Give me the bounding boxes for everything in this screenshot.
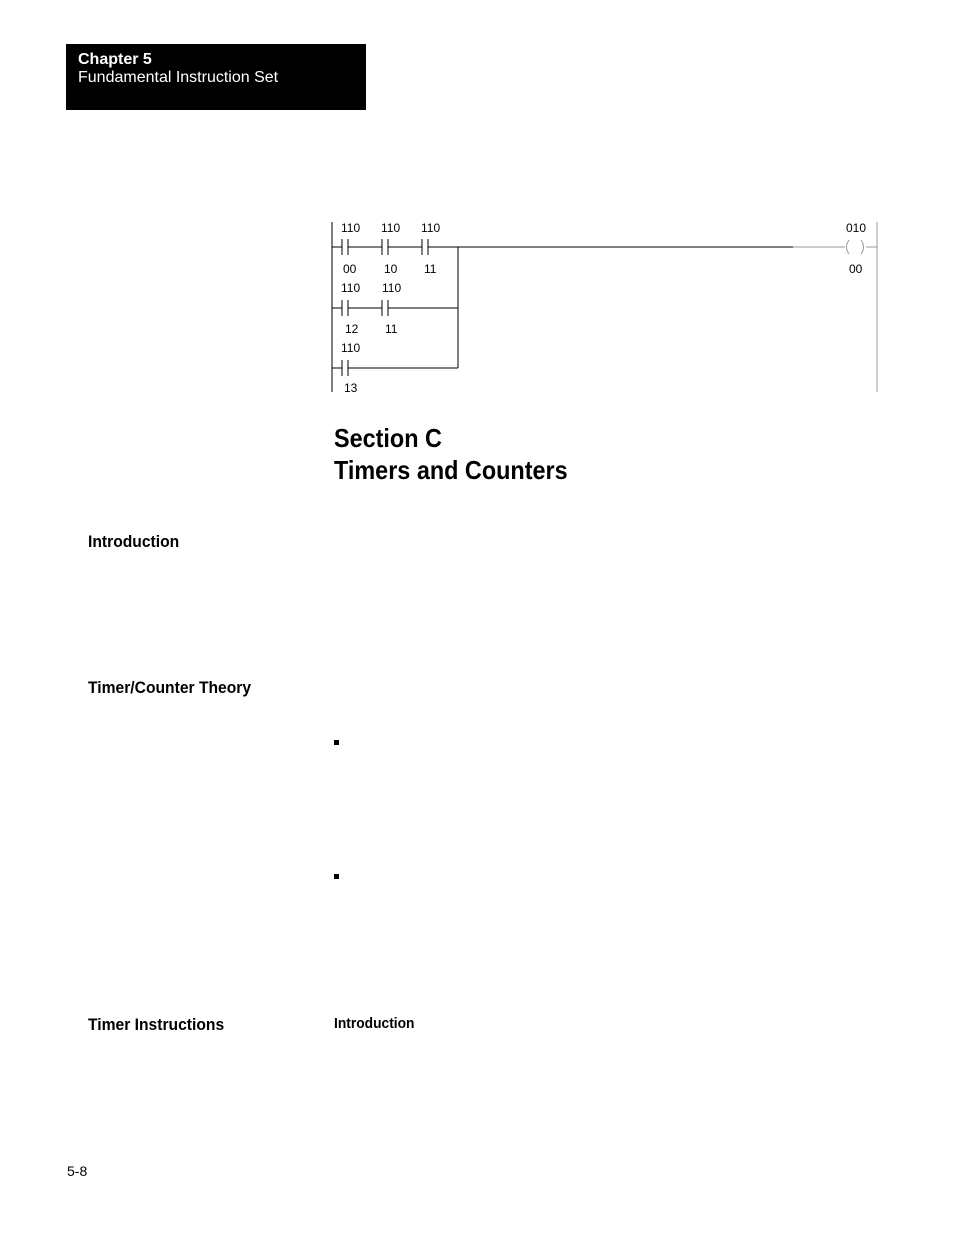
rung-1 xyxy=(332,239,877,255)
contact-address: 110 xyxy=(421,221,441,235)
heading-timer-instructions: Timer Instructions xyxy=(88,1015,225,1034)
page-number: 5-8 xyxy=(67,1163,88,1179)
contact-bit: 12 xyxy=(345,322,359,336)
section-title-line2: Timers and Counters xyxy=(334,455,568,485)
heading-introduction: Introduction xyxy=(88,532,180,551)
contact-address: 110 xyxy=(341,281,361,295)
coil-address: 010 xyxy=(846,221,867,235)
chapter-header xyxy=(66,44,366,110)
subheading-introduction: Introduction xyxy=(334,1015,415,1032)
contact-bit: 13 xyxy=(344,381,358,395)
rung-2 xyxy=(332,300,458,316)
contact-bit: 11 xyxy=(385,322,398,336)
bullet-marker xyxy=(334,874,339,879)
contact-address: 110 xyxy=(381,221,401,235)
coil-bit: 00 xyxy=(849,262,863,276)
section-title-line1: Section C xyxy=(334,423,442,453)
contact-address: 110 xyxy=(341,221,361,235)
contact-address: 110 xyxy=(341,341,361,355)
contact-bit: 11 xyxy=(424,262,437,276)
chapter-title: Chapter 5 xyxy=(78,51,152,68)
contact-address: 110 xyxy=(382,281,402,295)
rung-3 xyxy=(332,360,458,376)
bullet-marker xyxy=(334,740,339,745)
section-title xyxy=(334,422,568,486)
heading-timer-counter-theory: Timer/Counter Theory xyxy=(88,678,252,697)
contact-bit: 00 xyxy=(343,262,357,276)
ladder-diagram xyxy=(320,210,890,400)
chapter-subtitle: Fundamental Instruction Set xyxy=(78,69,279,86)
contact-bit: 10 xyxy=(384,262,398,276)
